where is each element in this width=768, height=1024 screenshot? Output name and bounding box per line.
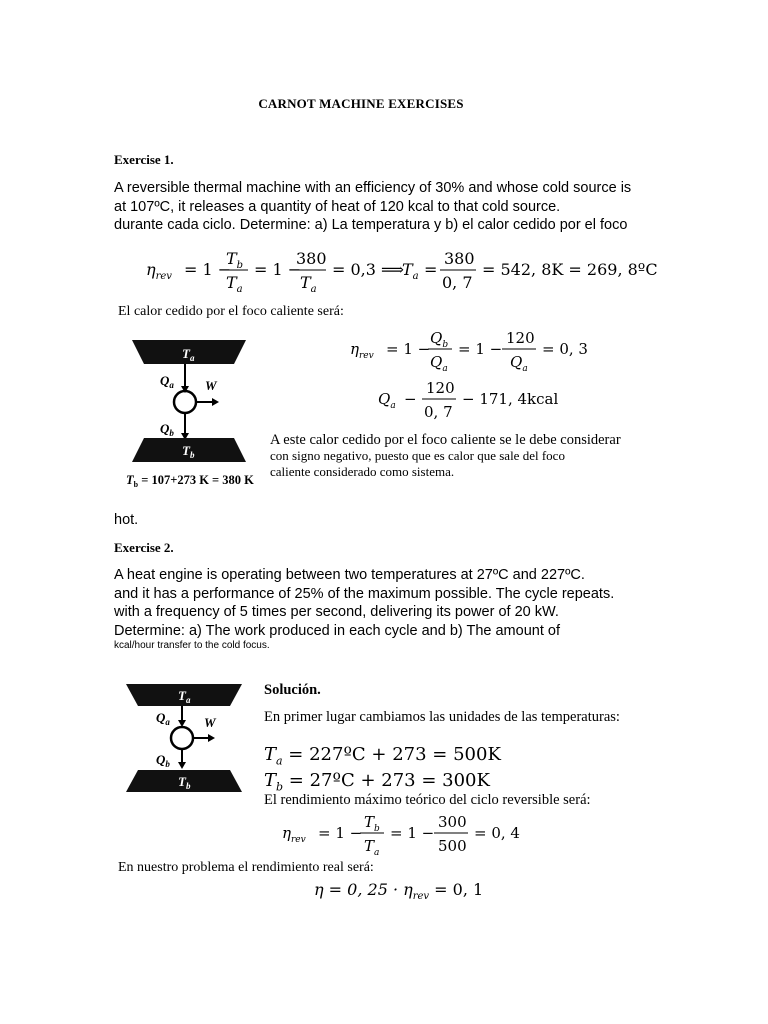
hot-heat-label: El calor cedido por el foco caliente será: <box>118 304 344 319</box>
eq-text: = 1 − <box>386 340 431 358</box>
real-efficiency-label: En nuestro problema el rendimiento real será: <box>118 860 374 875</box>
ta-conversion <box>264 744 501 768</box>
eq-numerator: $Q_b$ <box>430 329 449 350</box>
eq-denominator: $Q_a$ <box>510 353 528 374</box>
exercise-2-line: with a frequency of 5 times per second, delivering its power of 20 kW. <box>114 604 559 620</box>
tb-conversion <box>264 770 490 794</box>
heat-in-label: $Q_a$ <box>156 710 170 727</box>
eq-text: = 1 − <box>318 824 363 842</box>
eq-numerator: 300 <box>438 813 467 831</box>
equation-real-efficiency <box>314 880 483 902</box>
equation-efficiency-heat <box>346 326 606 374</box>
arrow-head <box>212 398 219 406</box>
eq-text: − 171, 4kcal <box>462 390 559 408</box>
eq-text: = 27ºC + 273 = 300K <box>283 770 490 791</box>
heat-in-label: $Q_a$ <box>160 373 174 390</box>
eq-subscript: b <box>276 780 284 794</box>
eq-numerator: $T_b$ <box>226 249 244 271</box>
exercise-2-text <box>114 566 614 640</box>
solution-heading: Solución. <box>264 682 321 698</box>
eq-denominator: 500 <box>438 837 467 855</box>
engine-circle <box>174 391 196 413</box>
eq-denominator: $T_a$ <box>364 837 380 858</box>
carnot-diagram-2 <box>124 682 248 794</box>
cold-reservoir-label: $T_b$ <box>178 774 191 791</box>
eq-symbol: $Q_a$ <box>378 390 396 411</box>
exercise-2-line: Determine: a) The work produced in each cycle and b) The amount of <box>114 622 560 639</box>
engine-circle <box>171 727 193 749</box>
exercise-1-line: at 107ºC, it releases a quantity of heat of 120 kcal to that cold source. <box>114 198 561 215</box>
eq-text: = 1 − <box>458 340 503 358</box>
exercise-1-text <box>114 179 631 235</box>
arrow-head <box>208 734 215 742</box>
eq-symbol: $T_a$ <box>402 260 419 282</box>
arrow-head <box>178 762 186 769</box>
eq-text: = 542, 8K = 269, 8ºC <box>482 260 658 279</box>
eq-text: = 1 − <box>184 260 232 279</box>
eq-text: = 227ºC + 273 = 500K <box>282 744 501 765</box>
hot-reservoir-label: $T_a$ <box>182 346 195 363</box>
heat-out-label: $Q_b$ <box>156 752 170 769</box>
eq-text: = 1 − <box>390 824 435 842</box>
solution-intro: En primer lugar cambiamos las unidades de las temperaturas: <box>264 709 620 725</box>
carnot-diagram-1 <box>124 338 264 492</box>
eq-denominator: $T_a$ <box>226 273 243 295</box>
cold-temperature-caption: $T_b = 107+273$ K = 380 K <box>126 473 254 489</box>
eq-symbol: T <box>264 744 277 765</box>
exercise-2-small-line: kcal/hour transfer to the cold focus. <box>114 640 270 651</box>
cold-reservoir-label: $T_b$ <box>182 443 195 460</box>
note-line: A este calor cedido por el foco caliente se le debe considerar <box>270 432 621 448</box>
equation-heat-hot <box>374 376 574 424</box>
trailing-word: hot. <box>114 512 139 528</box>
exercise-1-line: A reversible thermal machine with an efficiency of 30% and whose cold source is <box>114 180 632 196</box>
eq-denominator: $Q_a$ <box>430 353 448 374</box>
eq-text: = 1 − <box>254 260 302 279</box>
eq-numerator: 380 <box>296 249 327 268</box>
note-line: caliente considerado como sistema. <box>270 464 455 479</box>
eq-denominator: $T_a$ <box>300 273 317 295</box>
eq-subscript: a <box>276 754 283 768</box>
exercise-1-heading: Exercise 1. <box>114 152 174 167</box>
eq-symbol: $\eta_{rev}$ <box>146 260 172 282</box>
eq-symbol: $\eta_{rev}$ <box>350 340 374 361</box>
heat-out-label: $Q_b$ <box>160 421 174 438</box>
eq-text: = 0, 1 <box>429 880 484 899</box>
eq-numerator: 120 <box>506 329 535 347</box>
exercise-2-line: A heat engine is operating between two temperatures at 27ºC and 227ºC. <box>114 567 585 583</box>
eq-symbol: $\eta_{rev}$ <box>282 824 306 845</box>
eq-text: = 0, 4 <box>474 824 520 842</box>
eq-text: = <box>424 260 438 279</box>
work-label: W <box>204 715 216 730</box>
eq-denominator: 0, 7 <box>424 403 453 421</box>
equation-max-efficiency <box>278 810 538 858</box>
eq-denominator: 0, 7 <box>442 273 473 292</box>
equation-efficiency-temperature <box>140 246 658 295</box>
eq-numerator: 380 <box>444 249 475 268</box>
note-line: con signo negativo, puesto que es calor que sale del foco <box>270 448 565 463</box>
page-title: CARNOT MACHINE EXERCISES <box>258 96 464 111</box>
work-label: W <box>205 378 217 393</box>
eq-symbol: η = 0, 25 · η <box>314 880 413 899</box>
eq-subscript: rev <box>412 891 430 903</box>
eq-text: − <box>404 390 417 408</box>
hot-reservoir-label: $T_a$ <box>178 688 191 705</box>
eq-numerator: $T_b$ <box>364 813 380 834</box>
max-efficiency-label: El rendimiento máximo teórico del ciclo reversible será: <box>264 792 591 808</box>
eq-text: = 0, 3 <box>542 340 588 358</box>
exercise-2-line: and it has a performance of 25% of the maximum possible. The cycle repeats. <box>114 585 615 602</box>
eq-numerator: 120 <box>426 379 455 397</box>
exercise-1-line: durante cada ciclo. Determine: a) La temperatura y b) el calor cedido por el foco <box>114 217 628 233</box>
eq-symbol: T <box>264 770 277 791</box>
eq-text: = 0,3 ⟹ <box>332 260 404 279</box>
exercise-2-heading: Exercise 2. <box>114 540 174 555</box>
sign-note <box>270 432 621 480</box>
